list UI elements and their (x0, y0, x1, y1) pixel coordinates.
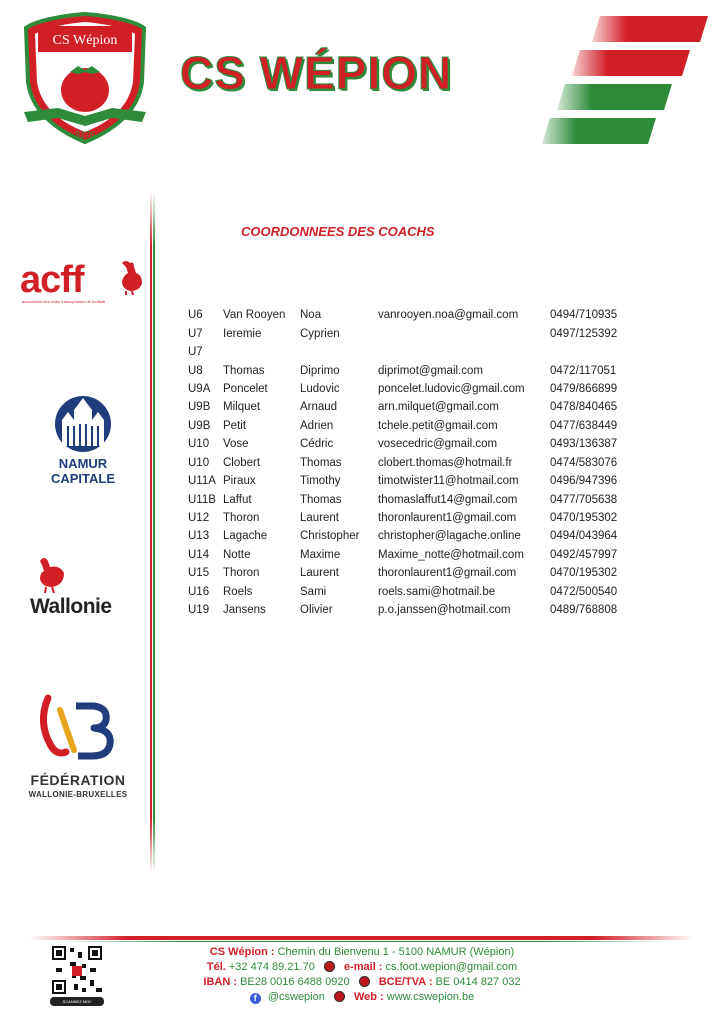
fwb-subtitle: WALLONIE-BRUXELLES (28, 790, 128, 799)
castle-icon (40, 390, 126, 454)
qr-caption: SCANNEZ MOI! (50, 997, 104, 1006)
acff-name: acff (20, 259, 84, 301)
coach-email[interactable] (378, 324, 550, 342)
coach-phone: 0474/583076 (550, 456, 618, 469)
coach-email[interactable]: Maxime_notte@hotmail.com (378, 548, 524, 561)
crest-title: CS Wépion (52, 33, 118, 48)
table-row (188, 380, 630, 398)
club-crest (18, 12, 152, 144)
footer-contact-line (0, 961, 724, 973)
coach-first-name: Sami (300, 585, 327, 598)
document-heading: COORDONNEES DES COACHS (241, 224, 435, 239)
coach-category: U9B (188, 419, 211, 432)
table-row (188, 361, 630, 379)
fwb-mark-icon (22, 692, 134, 768)
coach-email[interactable]: timotwister11@hotmail.com (378, 475, 519, 488)
coach-email[interactable]: tchele.petit@gmail.com (378, 419, 498, 432)
strawberry-bullet-icon (334, 991, 345, 1002)
footer-iban: BE28 0016 6488 0920 (240, 976, 350, 988)
coach-category: U7 (188, 327, 203, 340)
acff-logo (20, 255, 140, 310)
footer-web-line (0, 991, 724, 1004)
coach-last-name: Van Rooyen (223, 309, 286, 322)
coach-category: U15 (188, 567, 210, 580)
wallonie-name: Wallonie (30, 595, 112, 618)
coach-email[interactable]: vanrooyen.noa@gmail.com (378, 309, 519, 322)
coach-phone: 0479/866899 (550, 382, 618, 395)
wallonie-rooster-icon (30, 555, 70, 595)
header-stripes (540, 12, 710, 152)
table-row (188, 306, 630, 324)
footer-bce-label: BCE/TVA : (378, 976, 433, 988)
strawberry-bullet-icon (324, 961, 335, 972)
coach-email[interactable]: vosecedric@gmail.com (378, 438, 498, 451)
footer-tel[interactable]: +32 474 89.21.70 (228, 961, 315, 973)
coach-last-name (223, 343, 300, 361)
coach-category: U12 (188, 512, 210, 525)
coach-category: U13 (188, 530, 210, 543)
namur-capitale-logo (40, 390, 126, 500)
footer-bce: BE 0414 827 032 (435, 976, 521, 988)
table-row (188, 417, 630, 435)
coach-first-name: Laurent (300, 567, 340, 580)
wallonie-logo (30, 555, 130, 625)
coach-phone: 0472/500540 (550, 585, 618, 598)
coach-first-name: Thomas (300, 456, 342, 469)
coach-email[interactable]: christopher@lagache.online (378, 530, 521, 543)
coach-category: U10 (188, 456, 210, 469)
table-row (188, 509, 630, 527)
coach-first-name: Noa (300, 309, 322, 322)
coach-phone: 0470/195302 (550, 567, 618, 580)
coach-category: U14 (188, 548, 210, 561)
coach-email[interactable]: arn.milquet@gmail.com (378, 401, 499, 414)
coach-first-name: Arnaud (300, 401, 338, 414)
coach-category: U11A (188, 475, 216, 488)
footer-email-label: e-mail : (343, 961, 383, 973)
coach-phone: 0472/117051 (550, 364, 617, 377)
footer-web[interactable]: www.cswepion.be (386, 991, 475, 1003)
table-row (188, 527, 630, 545)
coach-last-name: Piraux (223, 475, 256, 488)
coach-first-name (300, 343, 378, 361)
footer-divider (30, 936, 694, 940)
coach-email[interactable]: p.o.janssen@hotmail.com (378, 604, 511, 617)
table-row (188, 435, 630, 453)
footer-club-label: CS Wépion : (209, 946, 275, 958)
table-row (188, 546, 630, 564)
coach-phone: 0493/136387 (550, 438, 618, 451)
coach-first-name: Laurent (300, 512, 340, 525)
coach-first-name: Adrien (300, 419, 334, 432)
coach-last-name: Thomas (223, 364, 265, 377)
table-row (188, 343, 630, 361)
coach-category: U7 (188, 346, 203, 359)
coach-last-name: Thoron (223, 567, 260, 580)
coach-first-name: Cédric (300, 438, 334, 451)
coach-last-name: Poncelet (223, 382, 268, 395)
footer-bank-line (0, 976, 724, 988)
table-row (188, 601, 630, 619)
coach-email[interactable] (378, 343, 550, 361)
coach-category: U9A (188, 382, 211, 395)
coach-phone: 0478/840465 (550, 401, 618, 414)
coach-phone: 0496/947396 (550, 475, 618, 488)
coach-email[interactable]: roels.sami@hotmail.be (378, 585, 496, 598)
coach-phone: 0494/043964 (550, 530, 618, 543)
club-title: CS WÉPION (180, 47, 453, 99)
footer-address: Chemin du Bienvenu 1 - 5100 NAMUR (Wépion) (277, 946, 515, 958)
coach-category: U9B (188, 401, 211, 414)
coach-first-name: Christopher (300, 530, 360, 543)
namur-line1: NAMUR (58, 456, 108, 471)
coach-phone: 0492/457997 (550, 548, 618, 561)
coach-last-name: Milquet (223, 401, 261, 414)
coach-email[interactable]: thoronlaurent1@gmail.com (378, 512, 517, 525)
coach-first-name: Timothy (300, 475, 341, 488)
strawberry-bullet-icon (359, 976, 370, 987)
coach-first-name: Cyprien (300, 327, 340, 340)
acff-subtitle: association des clubs francophones de football (22, 299, 105, 304)
coach-category: U6 (188, 309, 203, 322)
coach-phone: 0489/768808 (550, 604, 618, 617)
table-row (188, 490, 630, 508)
facebook-icon[interactable]: f (250, 993, 261, 1004)
coach-first-name: Thomas (300, 493, 342, 506)
coach-phone: 0477/638449 (550, 419, 618, 432)
coach-last-name: Thoron (223, 512, 260, 525)
coach-category: U10 (188, 438, 210, 451)
footer-divider-green (60, 941, 664, 942)
coach-last-name: Notte (223, 548, 251, 561)
fwb-name: FÉDÉRATION (30, 772, 126, 788)
coach-email[interactable]: thomaslaffut14@gmail.com (378, 493, 518, 506)
coach-table (188, 306, 630, 619)
coach-first-name: Olivier (300, 604, 333, 617)
table-row (188, 454, 630, 472)
footer-tel-label: Tél. (206, 961, 226, 973)
rooster-icon (116, 259, 144, 295)
coach-email[interactable]: thoronlaurent1@gmail.com (378, 567, 517, 580)
table-row (188, 583, 630, 601)
table-row (188, 324, 630, 342)
footer-iban-label: IBAN : (203, 976, 238, 988)
vertical-divider (150, 192, 156, 872)
footer-address-line (0, 946, 724, 958)
coach-category: U11B (188, 493, 216, 506)
footer-web-label: Web : (353, 991, 384, 1003)
coach-email[interactable]: clobert.thomas@hotmail.fr (378, 456, 513, 469)
coach-last-name: Lagache (223, 530, 268, 543)
coach-phone: 0497/125392 (550, 327, 618, 340)
table-row (188, 398, 630, 416)
crest-number: 8276 (75, 130, 95, 141)
coach-last-name: Petit (223, 419, 247, 432)
coach-category: U16 (188, 585, 210, 598)
coach-category: U19 (188, 604, 210, 617)
coach-email[interactable]: diprimot@gmail.com (378, 364, 483, 377)
coach-email[interactable]: poncelet.ludovic@gmail.com (378, 382, 525, 395)
coach-last-name: Jansens (223, 604, 266, 617)
footer-email[interactable]: cs.foot.wepion@gmail.com (385, 961, 518, 973)
coach-phone: 0470/195302 (550, 512, 618, 525)
coach-last-name: Clobert (223, 456, 261, 469)
coach-category: U8 (188, 364, 203, 377)
coach-phone: 0477/705638 (550, 493, 618, 506)
coach-phone (550, 343, 630, 361)
coach-first-name: Maxime (300, 548, 341, 561)
coach-first-name: Ludovic (300, 382, 340, 395)
table-row (188, 472, 630, 490)
coach-last-name: Roels (223, 585, 253, 598)
coach-last-name: Laffut (223, 493, 252, 506)
namur-line2: CAPITALE (50, 471, 116, 486)
table-row (188, 564, 630, 582)
footer-facebook[interactable]: @cswepion (267, 991, 325, 1003)
fwb-logo (22, 692, 142, 812)
coach-first-name: Diprimo (300, 364, 340, 377)
coach-last-name: Vose (223, 438, 249, 451)
coach-phone: 0494/710935 (550, 309, 618, 322)
coach-last-name: Ieremie (223, 327, 262, 340)
